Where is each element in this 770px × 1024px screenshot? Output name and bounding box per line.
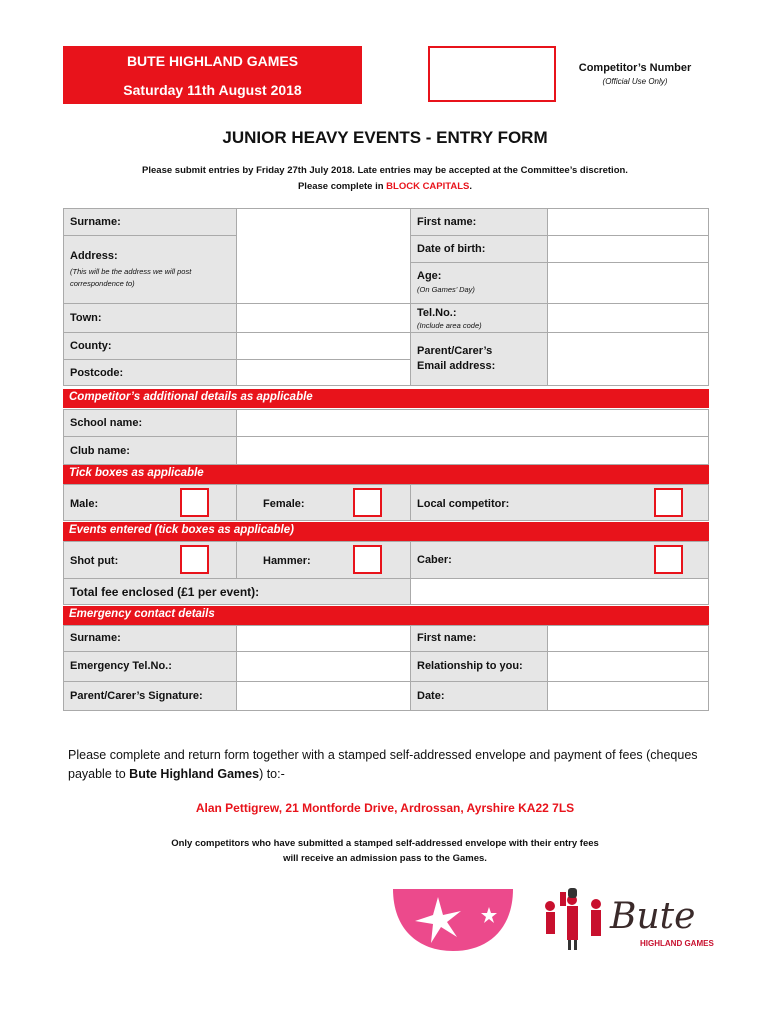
star-logo <box>393 889 513 951</box>
surname-label: Surname: <box>70 216 121 228</box>
hammer-checkbox[interactable] <box>353 545 382 574</box>
dob-label-cell <box>410 235 548 263</box>
section-additional: Competitor’s additional details as applicable <box>63 389 709 408</box>
postcode-field[interactable] <box>236 359 411 386</box>
school-field[interactable] <box>236 409 709 437</box>
male-label: Male: <box>70 498 99 510</box>
em-surname-cell <box>63 625 237 652</box>
school-label: School name: <box>70 417 143 429</box>
hammer-cell <box>236 541 411 579</box>
caber-label: Caber: <box>417 554 452 566</box>
first-name-label: First name: <box>417 216 477 228</box>
return-address: Alan Pettigrew, 21 Montforde Drive, Ardrossan, Ayrshire KA22 7LS <box>195 801 575 815</box>
total-fee-field[interactable] <box>410 578 709 605</box>
return-instructions-prefix: Please complete and return form together with a stamped self-addressed envelope and payment of fees (cheques payable to <box>68 748 698 781</box>
address-label: Address: <box>70 250 118 262</box>
town-field[interactable] <box>236 303 411 333</box>
official-use-note: (Official Use Only) <box>602 77 668 86</box>
event-date: Saturday 11th August 2018 <box>123 82 302 98</box>
return-instructions <box>68 746 708 784</box>
intro-line-2 <box>0 179 770 195</box>
hammer-label: Hammer: <box>263 555 311 567</box>
tel-label: Tel.No.: <box>417 307 457 319</box>
age-note: (On Games’ Day) <box>417 285 475 294</box>
section-emergency: Emergency contact details <box>63 606 709 625</box>
competitor-number-box <box>428 46 556 102</box>
club-label-cell <box>63 436 237 465</box>
bute-highland-games-logo <box>540 886 725 956</box>
section-tick: Tick boxes as applicable <box>63 465 709 484</box>
school-label-cell <box>63 409 237 437</box>
club-label: Club name: <box>70 445 130 457</box>
em-first-name-cell <box>410 625 548 652</box>
postcode-label-cell <box>63 359 237 386</box>
date-cell <box>410 681 548 711</box>
first-name-label-cell <box>410 208 548 236</box>
relationship-cell <box>410 651 548 682</box>
payee: Bute Highland Games <box>129 767 260 781</box>
town-label-cell <box>63 303 237 333</box>
signature-label: Parent/Carer’s Signature: <box>70 690 203 702</box>
intro-line-1: Please submit entries by Friday 27th July 2018. Late entries may be accepted at the Committee’s discretion. <box>142 165 628 176</box>
parent-email-label-cell <box>410 332 548 386</box>
form-title: JUNIOR HEAVY EVENTS - ENTRY FORM <box>222 128 548 147</box>
em-surname-label: Surname: <box>70 632 121 644</box>
address-label-cell <box>63 235 237 304</box>
dob-field[interactable] <box>547 235 709 263</box>
admission-note-line-1: Only competitors who have submitted a stamped self-addressed envelope with their entry fees <box>171 838 599 849</box>
date-label: Date: <box>417 690 445 702</box>
tel-note: (Include area code) <box>417 321 482 330</box>
first-name-field[interactable] <box>547 208 709 236</box>
relationship-label: Relationship to you: <box>417 660 523 672</box>
competitor-number-title: Competitor’s Number <box>578 62 692 74</box>
address-note: (This will be the address we will post correspondence to) <box>70 267 192 288</box>
logo-text-small: HIGHLAND GAMES <box>640 939 714 948</box>
em-tel-label: Emergency Tel.No.: <box>70 660 172 672</box>
shot-put-label: Shot put: <box>70 555 119 567</box>
intro-line-2-suffix: . <box>469 181 473 192</box>
county-field[interactable] <box>236 332 411 360</box>
surname-address-field[interactable] <box>236 208 411 304</box>
age-label: Age: <box>417 270 442 282</box>
admission-note-line-2: will receive an admission pass to the Games. <box>283 853 487 864</box>
event-name: BUTE HIGHLAND GAMES <box>126 53 299 69</box>
shot-put-checkbox[interactable] <box>180 545 209 574</box>
return-instructions-suffix: ) to:- <box>259 767 285 781</box>
female-checkbox[interactable] <box>353 488 382 517</box>
male-checkbox[interactable] <box>180 488 209 517</box>
em-tel-field[interactable] <box>236 651 411 682</box>
signature-field[interactable] <box>236 681 411 711</box>
total-fee-cell <box>63 578 411 605</box>
local-checkbox[interactable] <box>654 488 683 517</box>
intro-line-2-prefix: Please complete in <box>297 181 387 192</box>
em-surname-field[interactable] <box>236 625 411 652</box>
admission-note <box>0 836 770 866</box>
local-label: Local competitor: <box>417 498 510 510</box>
tel-label-cell <box>410 303 548 333</box>
female-cell <box>236 484 411 521</box>
postcode-label: Postcode: <box>70 367 124 379</box>
county-label-cell <box>63 332 237 360</box>
female-label: Female: <box>263 498 305 510</box>
em-tel-cell <box>63 651 237 682</box>
competitor-number-label <box>560 62 710 86</box>
signature-cell <box>63 681 237 711</box>
section-events: Events entered (tick boxes as applicable) <box>63 522 709 541</box>
caber-checkbox[interactable] <box>654 545 683 574</box>
club-field[interactable] <box>236 436 709 465</box>
male-cell <box>63 484 237 521</box>
tel-field[interactable] <box>547 303 709 333</box>
date-field[interactable] <box>547 681 709 711</box>
parent-email-label: Parent/Carer’s Email address: <box>417 345 496 372</box>
event-banner <box>63 46 362 104</box>
parent-email-field[interactable] <box>547 332 709 386</box>
logo-text-big: Bute <box>610 896 696 937</box>
surname-label-cell <box>63 208 237 236</box>
age-field[interactable] <box>547 262 709 304</box>
county-label: County: <box>70 340 112 352</box>
em-first-name-label: First name: <box>417 632 477 644</box>
age-label-cell <box>410 262 548 304</box>
shot-put-cell <box>63 541 237 579</box>
dob-label: Date of birth: <box>417 243 486 255</box>
em-first-name-field[interactable] <box>547 625 709 652</box>
intro-text <box>0 163 770 195</box>
total-fee-label: Total fee enclosed (£1 per event): <box>70 585 260 599</box>
block-capitals: BLOCK CAPITALS <box>386 181 470 192</box>
town-label: Town: <box>70 312 102 324</box>
relationship-field[interactable] <box>547 651 709 682</box>
